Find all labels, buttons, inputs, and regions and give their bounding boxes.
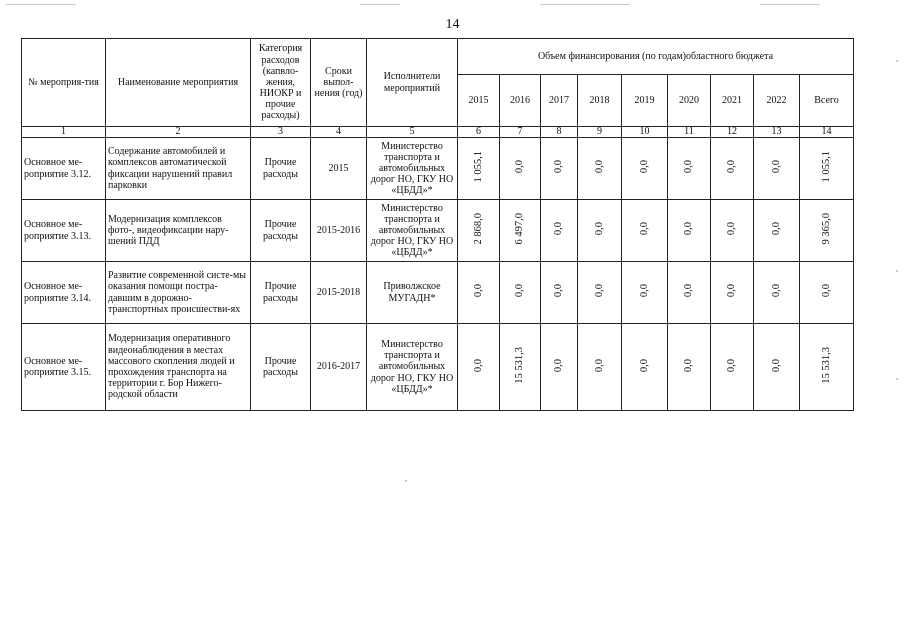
value-2022: 0,0 [770, 160, 782, 174]
header-category: Категория расходов (капвло-жения, НИОКР и прочие расходы) [251, 39, 311, 127]
table-row [22, 200, 854, 262]
value-cell [578, 200, 622, 262]
value-2021: 0,0 [726, 358, 738, 372]
value-cell [541, 200, 578, 262]
value-cell [754, 200, 800, 262]
page-number: 14 [445, 17, 460, 32]
value-cell [500, 138, 541, 200]
value-cell [754, 262, 800, 324]
value-2016: 0,0 [514, 160, 526, 174]
column-number: 1 [22, 127, 106, 138]
year-header: 2021 [711, 75, 754, 127]
column-number-row [22, 127, 854, 138]
measure-executors: Министерство транспорта и автомобильных дорог НО, ГКУ НО «ЦБДД»* [367, 138, 458, 200]
column-number: 4 [311, 127, 367, 138]
measure-category: Прочие расходы [251, 262, 311, 324]
measure-period: 2015-2016 [311, 200, 367, 262]
value-cell [668, 138, 711, 200]
value-2015: 0,0 [472, 358, 484, 372]
measure-period: 2015 [311, 138, 367, 200]
measure-executors: Приволжское МУГАДН* [367, 262, 458, 324]
header-row [22, 39, 854, 75]
column-number: 6 [458, 127, 500, 138]
column-number: 14 [800, 127, 854, 138]
scan-dot [896, 378, 898, 380]
column-number: 9 [578, 127, 622, 138]
column-number: 2 [106, 127, 251, 138]
value-2016: 6 497,0 [514, 213, 526, 245]
value-2017: 0,0 [553, 222, 565, 236]
column-number: 10 [622, 127, 668, 138]
value-2022: 0,0 [770, 358, 782, 372]
value-cell [668, 200, 711, 262]
value-cell [754, 324, 800, 411]
year-header: 2022 [754, 75, 800, 127]
funding-table [21, 38, 854, 411]
measure-number: Основное ме-роприятие 3.14. [22, 262, 106, 324]
value-2016: 15 531,3 [514, 347, 526, 384]
value-2018: 0,0 [593, 160, 605, 174]
header-period: Сроки выпол-нения (год) [311, 39, 367, 127]
measure-name: Модернизация комплексов фото-, видеофиксации нару-шений ПДД [106, 200, 251, 262]
value-cell [541, 262, 578, 324]
value-cell [622, 200, 668, 262]
scan-line [760, 4, 820, 5]
value-cell [500, 262, 541, 324]
value-2020: 0,0 [683, 160, 695, 174]
value-cell [711, 138, 754, 200]
value-2019: 0,0 [638, 222, 650, 236]
value-cell [458, 324, 500, 411]
value-cell [622, 262, 668, 324]
scan-dot [896, 270, 898, 272]
scan-dot [896, 60, 898, 62]
scan-dot [405, 480, 407, 482]
value-2022: 0,0 [770, 222, 782, 236]
measure-number: Основное ме-роприятие 3.12. [22, 138, 106, 200]
value-2019: 0,0 [638, 358, 650, 372]
column-number: 7 [500, 127, 541, 138]
year-header: 2015 [458, 75, 500, 127]
year-header: 2016 [500, 75, 541, 127]
header-executors: Исполнители мероприятий [367, 39, 458, 127]
value-2018: 0,0 [593, 284, 605, 298]
scan-line [360, 4, 400, 5]
value-2020: 0,0 [683, 222, 695, 236]
table-row [22, 324, 854, 411]
value-cell [754, 138, 800, 200]
value-2021: 0,0 [726, 284, 738, 298]
value-total: 0,0 [820, 284, 832, 298]
value-2015: 2 868,0 [472, 213, 484, 245]
measure-period: 2015-2018 [311, 262, 367, 324]
value-cell [711, 200, 754, 262]
value-cell [800, 138, 854, 200]
column-number: 11 [668, 127, 711, 138]
year-header: 2018 [578, 75, 622, 127]
year-header: 2019 [622, 75, 668, 127]
measure-number: Основное ме-роприятие 3.15. [22, 324, 106, 411]
value-total: 15 531,3 [820, 347, 832, 384]
value-cell [458, 138, 500, 200]
value-2018: 0,0 [593, 222, 605, 236]
value-cell [578, 262, 622, 324]
year-header: 2017 [541, 75, 578, 127]
value-2017: 0,0 [553, 160, 565, 174]
value-cell [500, 200, 541, 262]
measure-category: Прочие расходы [251, 138, 311, 200]
total-header: Всего [800, 75, 854, 127]
value-2015: 0,0 [472, 284, 484, 298]
value-cell [711, 324, 754, 411]
measure-executors: Министерство транспорта и автомобильных дорог НО, ГКУ НО «ЦБДД»* [367, 324, 458, 411]
value-2018: 0,0 [593, 358, 605, 372]
scan-line [540, 4, 630, 5]
value-cell [458, 200, 500, 262]
value-total: 1 055,1 [820, 151, 832, 183]
value-2021: 0,0 [726, 160, 738, 174]
header-number: № мероприя-тия [22, 39, 106, 127]
value-cell [458, 262, 500, 324]
measure-category: Прочие расходы [251, 324, 311, 411]
scan-line [6, 4, 76, 5]
column-number: 3 [251, 127, 311, 138]
value-cell [668, 262, 711, 324]
table-row [22, 262, 854, 324]
column-number: 12 [711, 127, 754, 138]
measure-name: Содержание автомобилей и комплексов автоматической фиксации нарушений правил парковки [106, 138, 251, 200]
value-2016: 0,0 [514, 284, 526, 298]
column-number: 5 [367, 127, 458, 138]
value-2021: 0,0 [726, 222, 738, 236]
value-cell [578, 138, 622, 200]
measure-category: Прочие расходы [251, 200, 311, 262]
measure-period: 2016-2017 [311, 324, 367, 411]
value-cell [622, 324, 668, 411]
value-cell [800, 200, 854, 262]
column-number: 8 [541, 127, 578, 138]
value-cell [800, 262, 854, 324]
value-2020: 0,0 [683, 358, 695, 372]
column-number: 13 [754, 127, 800, 138]
measure-name: Развитие современной систе-мы оказания помощи постра-давшим в дорожно-транспортных происшестви-ях [106, 262, 251, 324]
value-cell [541, 138, 578, 200]
value-2020: 0,0 [683, 284, 695, 298]
header-funding: Объем финансирования (по годам)областного бюджета [458, 39, 854, 75]
value-cell [541, 324, 578, 411]
value-cell [711, 262, 754, 324]
value-total: 9 365,0 [820, 213, 832, 245]
measure-number: Основное ме-роприятие 3.13. [22, 200, 106, 262]
value-2019: 0,0 [638, 284, 650, 298]
measure-name: Модернизация оперативного видеонаблюдения в местах массового скопления людей и прохождения транспорта на территории г. Бор Нижего-родской области [106, 324, 251, 411]
header-name: Наименование мероприятия [106, 39, 251, 127]
value-cell [578, 324, 622, 411]
year-header: 2020 [668, 75, 711, 127]
value-2019: 0,0 [638, 160, 650, 174]
value-2022: 0,0 [770, 284, 782, 298]
measure-executors: Министерство транспорта и автомобильных дорог НО, ГКУ НО «ЦБДД»* [367, 200, 458, 262]
value-cell [500, 324, 541, 411]
table-row [22, 138, 854, 200]
value-cell [668, 324, 711, 411]
value-2015: 1 055,1 [472, 151, 484, 183]
value-2017: 0,0 [553, 358, 565, 372]
value-cell [622, 138, 668, 200]
value-cell [800, 324, 854, 411]
value-2017: 0,0 [553, 284, 565, 298]
